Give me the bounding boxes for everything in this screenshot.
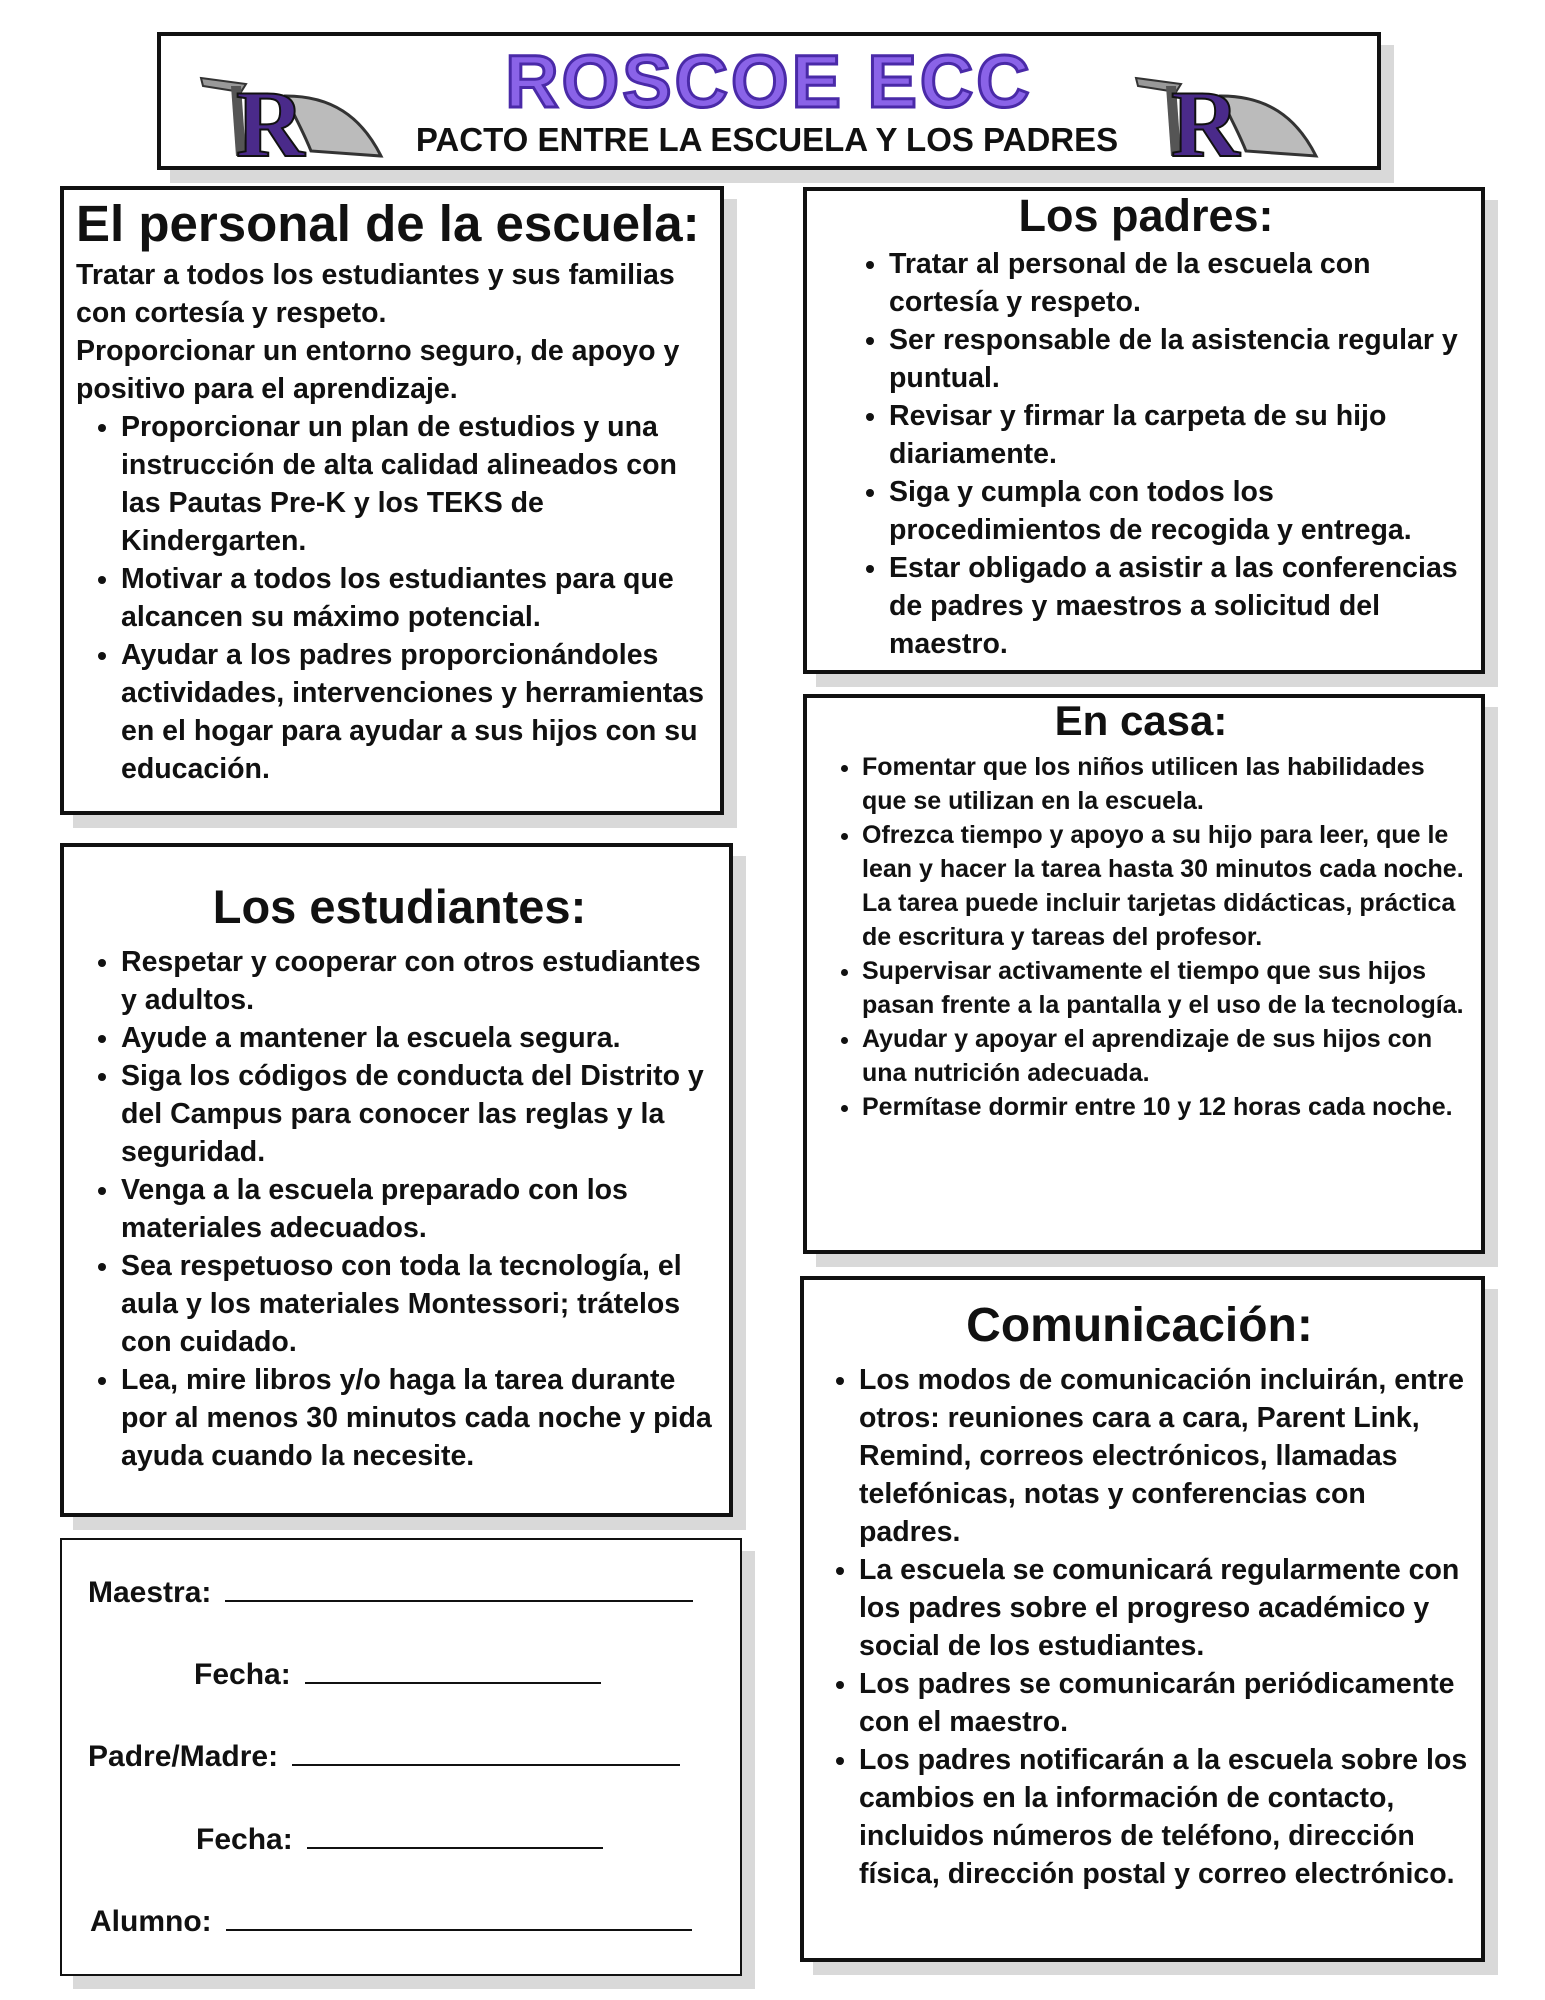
- list-item: • Estar obligado a asistir a las conferencias de padres y maestros a solicitud del maestro.: [889, 549, 1475, 663]
- roscoe-r-plow-logo-icon: [1126, 56, 1326, 166]
- parents-section: [803, 187, 1485, 674]
- list-item: • Los padres notificarán a la escuela sobre los cambios en la información de contacto, incluidos números de teléfono, dirección física, dirección postal y correo electrónico.: [859, 1741, 1475, 1893]
- students-list: [76, 943, 723, 1475]
- list-item: • Tratar al personal de la escuela con cortesía y respeto.: [889, 245, 1475, 321]
- list-item: • Los modos de comunicación incluirán, entre otros: reuniones cara a cara, Parent Link, Remind, correos electrónicos, llamadas telefónicas, notas y conferencias con padres.: [859, 1361, 1475, 1551]
- communication-section: [800, 1276, 1485, 1962]
- teacher-signature-row: [88, 1576, 693, 1610]
- students-title: Los estudiantes:: [212, 880, 587, 933]
- student-label: Alumno:: [90, 1905, 212, 1938]
- svg-text:R: R: [236, 71, 305, 166]
- date-line[interactable]: [305, 1658, 601, 1684]
- staff-paragraph: Tratar a todos los estudiantes y sus familias con cortesía y respeto.: [76, 259, 675, 330]
- list-item: • Ofrezca tiempo y apoyo a su hijo para leer, que le lean y hacer la tarea hasta 30 minutos cada noche. La tarea puede incluir tarjetas didácticas, práctica de escritura y tareas del profesor.: [862, 818, 1475, 954]
- list-item: • Siga y cumpla con todos los procedimientos de recogida y entrega.: [889, 473, 1475, 549]
- student-signature-row: [90, 1905, 692, 1939]
- teacher-signature-line[interactable]: [225, 1576, 693, 1602]
- date-label: Fecha:: [194, 1658, 291, 1691]
- parents-list: [817, 245, 1475, 663]
- date-label: Fecha:: [196, 1823, 293, 1856]
- staff-title: El personal de la escuela:: [76, 195, 700, 252]
- parents-title: Los padres:: [1018, 190, 1274, 241]
- list-item: • Respetar y cooperar con otros estudiantes y adultos.: [121, 943, 723, 1019]
- parent-signature-line[interactable]: [292, 1740, 680, 1766]
- list-item: • Sea respetuoso con toda la tecnología, el aula y los materiales Montessori; trátelos con cuidado.: [121, 1247, 723, 1361]
- header-banner: [157, 32, 1381, 170]
- staff-paragraph: Proporcionar un entorno seguro, de apoyo y positivo para el aprendizaje.: [76, 335, 680, 406]
- list-item: • La escuela se comunicará regularmente con los padres sobre el progreso académico y social de los estudiantes.: [859, 1551, 1475, 1665]
- list-item: • Ayudar a los padres proporcionándoles actividades, intervenciones y herramientas en el hogar para ayudar a sus hijos con su educación.: [121, 636, 716, 788]
- svg-text:R: R: [1171, 71, 1240, 166]
- list-item: • Proporcionar un plan de estudios y una instrucción de alta calidad alineados con las Pautas Pre-K y los TEKS de Kindergarten.: [121, 408, 716, 560]
- list-item: • Siga los códigos de conducta del Distrito y del Campus para conocer las reglas y la seguridad.: [121, 1057, 723, 1171]
- date-row: [194, 1658, 601, 1692]
- list-item: • Ser responsable de la asistencia regular y puntual.: [889, 321, 1475, 397]
- student-signature-line[interactable]: [226, 1905, 692, 1931]
- list-item: • Venga a la escuela preparado con los materiales adecuados.: [121, 1171, 723, 1247]
- communication-title: Comunicación:: [966, 1299, 1313, 1352]
- date-row: [196, 1823, 603, 1857]
- signature-section: [60, 1538, 742, 1976]
- communication-list: [804, 1361, 1475, 1893]
- list-item: • Ayude a mantener la escuela segura.: [121, 1019, 723, 1057]
- list-item: • Fomentar que los niños utilicen las habilidades que se utilizan en la escuela.: [862, 750, 1475, 818]
- list-item: • Los padres se comunicarán periódicamente con el maestro.: [859, 1665, 1475, 1741]
- list-item: • Motivar a todos los estudiantes para que alcancen su máximo potencial.: [121, 560, 716, 636]
- date-line[interactable]: [307, 1823, 603, 1849]
- staff-section: [60, 186, 724, 815]
- staff-list: [76, 408, 716, 788]
- list-item: • Revisar y firmar la carpeta de su hijo diariamente.: [889, 397, 1475, 473]
- students-section: [60, 843, 733, 1517]
- list-item: • Permítase dormir entre 10 y 12 horas cada noche.: [862, 1090, 1475, 1124]
- home-title: En casa:: [1054, 697, 1228, 744]
- list-item: • Lea, mire libros y/o haga la tarea durante por al menos 30 minutos cada noche y pida ayuda cuando la necesite.: [121, 1361, 723, 1475]
- parent-signature-row: [88, 1740, 680, 1774]
- school-name: ROSCOE ECC: [505, 40, 1033, 123]
- teacher-label: Maestra:: [88, 1576, 212, 1609]
- list-item: • Ayudar y apoyar el aprendizaje de sus hijos con una nutrición adecuada.: [862, 1022, 1475, 1090]
- home-section: [803, 694, 1485, 1254]
- parent-label: Padre/Madre:: [88, 1740, 279, 1773]
- pact-title: PACTO ENTRE LA ESCUELA Y LOS PADRES: [415, 121, 1119, 158]
- home-list: [807, 750, 1475, 1124]
- list-item: • Supervisar activamente el tiempo que sus hijos pasan frente a la pantalla y el uso de la tecnología.: [862, 954, 1475, 1022]
